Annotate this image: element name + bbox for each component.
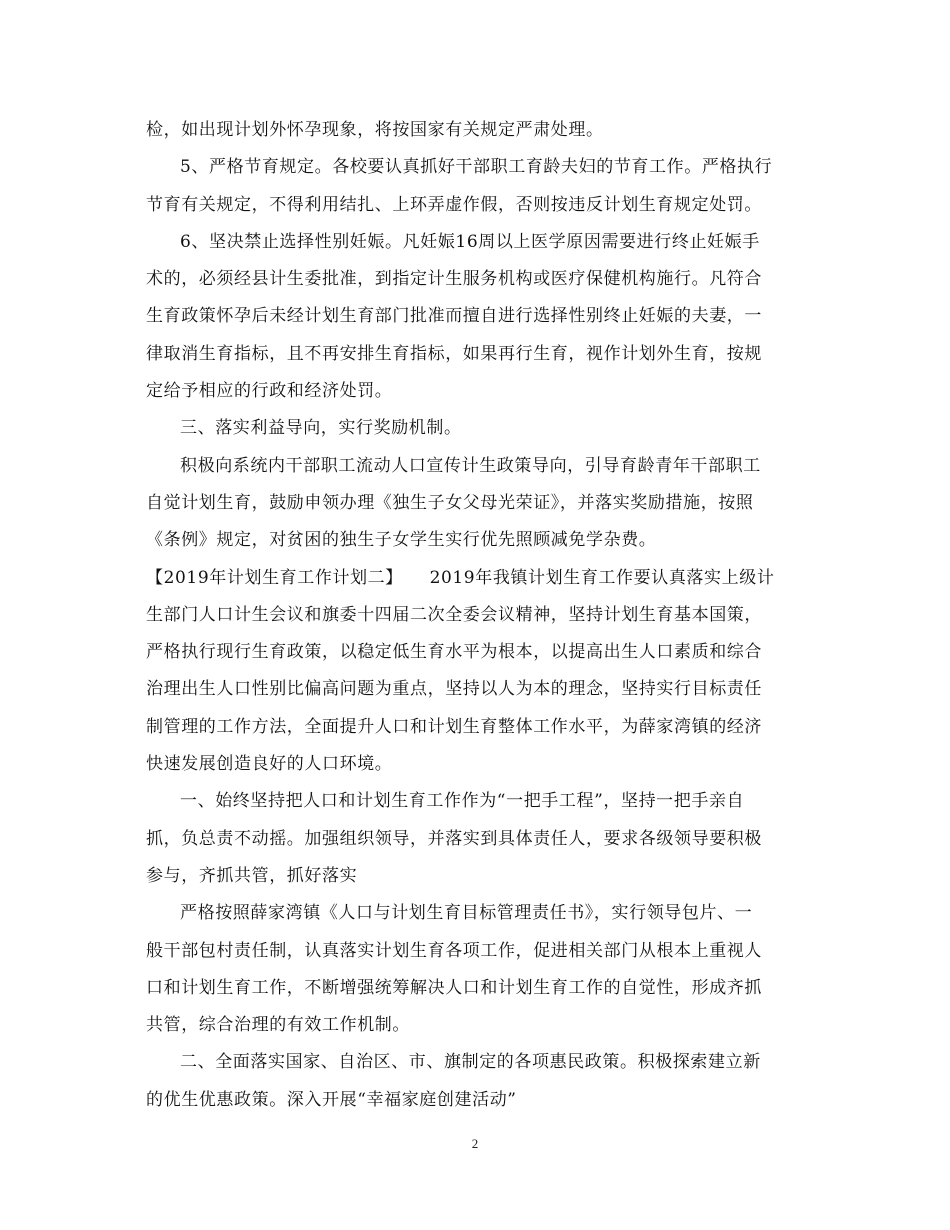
text-line: 治理出生人口性别比偏高问题为重点，坚持以人为本的理念，坚持实行目标责任: [146, 679, 762, 700]
text-line: 般干部包村责任制，认真落实计划生育各项工作，促进相关部门从根本上重视人: [146, 940, 762, 961]
text-line: 《条例》规定，对贫困的独生子女学生实行优先照顾减免学杂费。: [146, 530, 657, 551]
plan-two-heading-line: 【2019年计划生育工作计划二】 2019年我镇计划生育工作要认真落实上级计: [146, 567, 775, 588]
text-line: 制管理的工作方法，全面提升人口和计划生育整体工作水平，为薛家湾镇的经济: [146, 716, 762, 737]
text-line-item-5: 5、严格节育规定。各校要认真抓好干部职工育龄夫妇的节育工作。严格执行: [180, 157, 773, 178]
text-line: 术的，必须经县计生委批准，到指定计生服务机构或医疗保健机构施行。凡符合: [146, 269, 762, 290]
section-heading-three: 三、落实利益导向，实行奖励机制。: [180, 418, 462, 439]
section-heading-two: 二、全面落实国家、自治区、市、旗制定的各项惠民政策。积极探索建立新: [180, 1052, 761, 1073]
text-line: 口和计划生育工作，不断增强统筹解决人口和计划生育工作的自觉性，形成齐抓: [146, 977, 762, 998]
text-line: 律取消生育指标，且不再安排生育指标，如果再行生育，视作计划外生育，按规: [146, 343, 762, 364]
page-number: 2: [471, 1136, 479, 1151]
text-line: 生部门人口计生会议和旗委十四届二次全委会议精神，坚持计划生育基本国策，: [146, 604, 762, 625]
text-line-item-6: 6、坚决禁止选择性别妊娠。凡妊娠16周以上医学原因需要进行终止妊娠手: [180, 231, 760, 252]
text-line: 严格按照薛家湾镇《人口与计划生育目标管理责任书》，实行领导包片、一: [180, 903, 753, 924]
text-line: 共管，综合治理的有效工作机制。: [146, 1015, 410, 1036]
text-line: 生育政策怀孕后未经计划生育部门批准而擅自进行选择性别终止妊娠的夫妻，一: [146, 306, 762, 327]
text-line: 节育有关规定，不得利用结扎、上环弄虚作假，否则按违反计划生育规定处罚。: [146, 194, 762, 215]
text-line: 抓，负总责不动摇。加强组织领导，并落实到具体责任人，要求各级领导要积极: [146, 828, 762, 849]
text-line-continuation: 检，如出现计划外怀孕现象，将按国家有关规定严肃处理。: [146, 120, 604, 140]
text-line: 定给予相应的行政和经济处罚。: [146, 381, 393, 402]
text-line: 参与，齐抓共管，抓好落实: [146, 865, 358, 886]
section-heading-one: 一、始终坚持把人口和计划生育工作作为“一把手工程”，坚持一把手亲自: [180, 791, 745, 812]
text-line: 严格执行现行生育政策，以稳定低生育水平为根本，以提高出生人口素质和综合: [146, 642, 762, 663]
document-body: [146, 112, 806, 1119]
text-line: 快速发展创造良好的人口环境。: [146, 754, 393, 775]
text-line: 积极向系统内干部职工流动人口宣传计生政策导向，引导育龄青年干部职工: [180, 455, 761, 476]
text-line: 的优生优惠政策。深入开展“幸福家庭创建活动”: [146, 1089, 517, 1110]
text-line: 自觉计划生育，鼓励申领办理《独生子女父母光荣证》，并落实奖励措施，按照: [146, 492, 754, 513]
